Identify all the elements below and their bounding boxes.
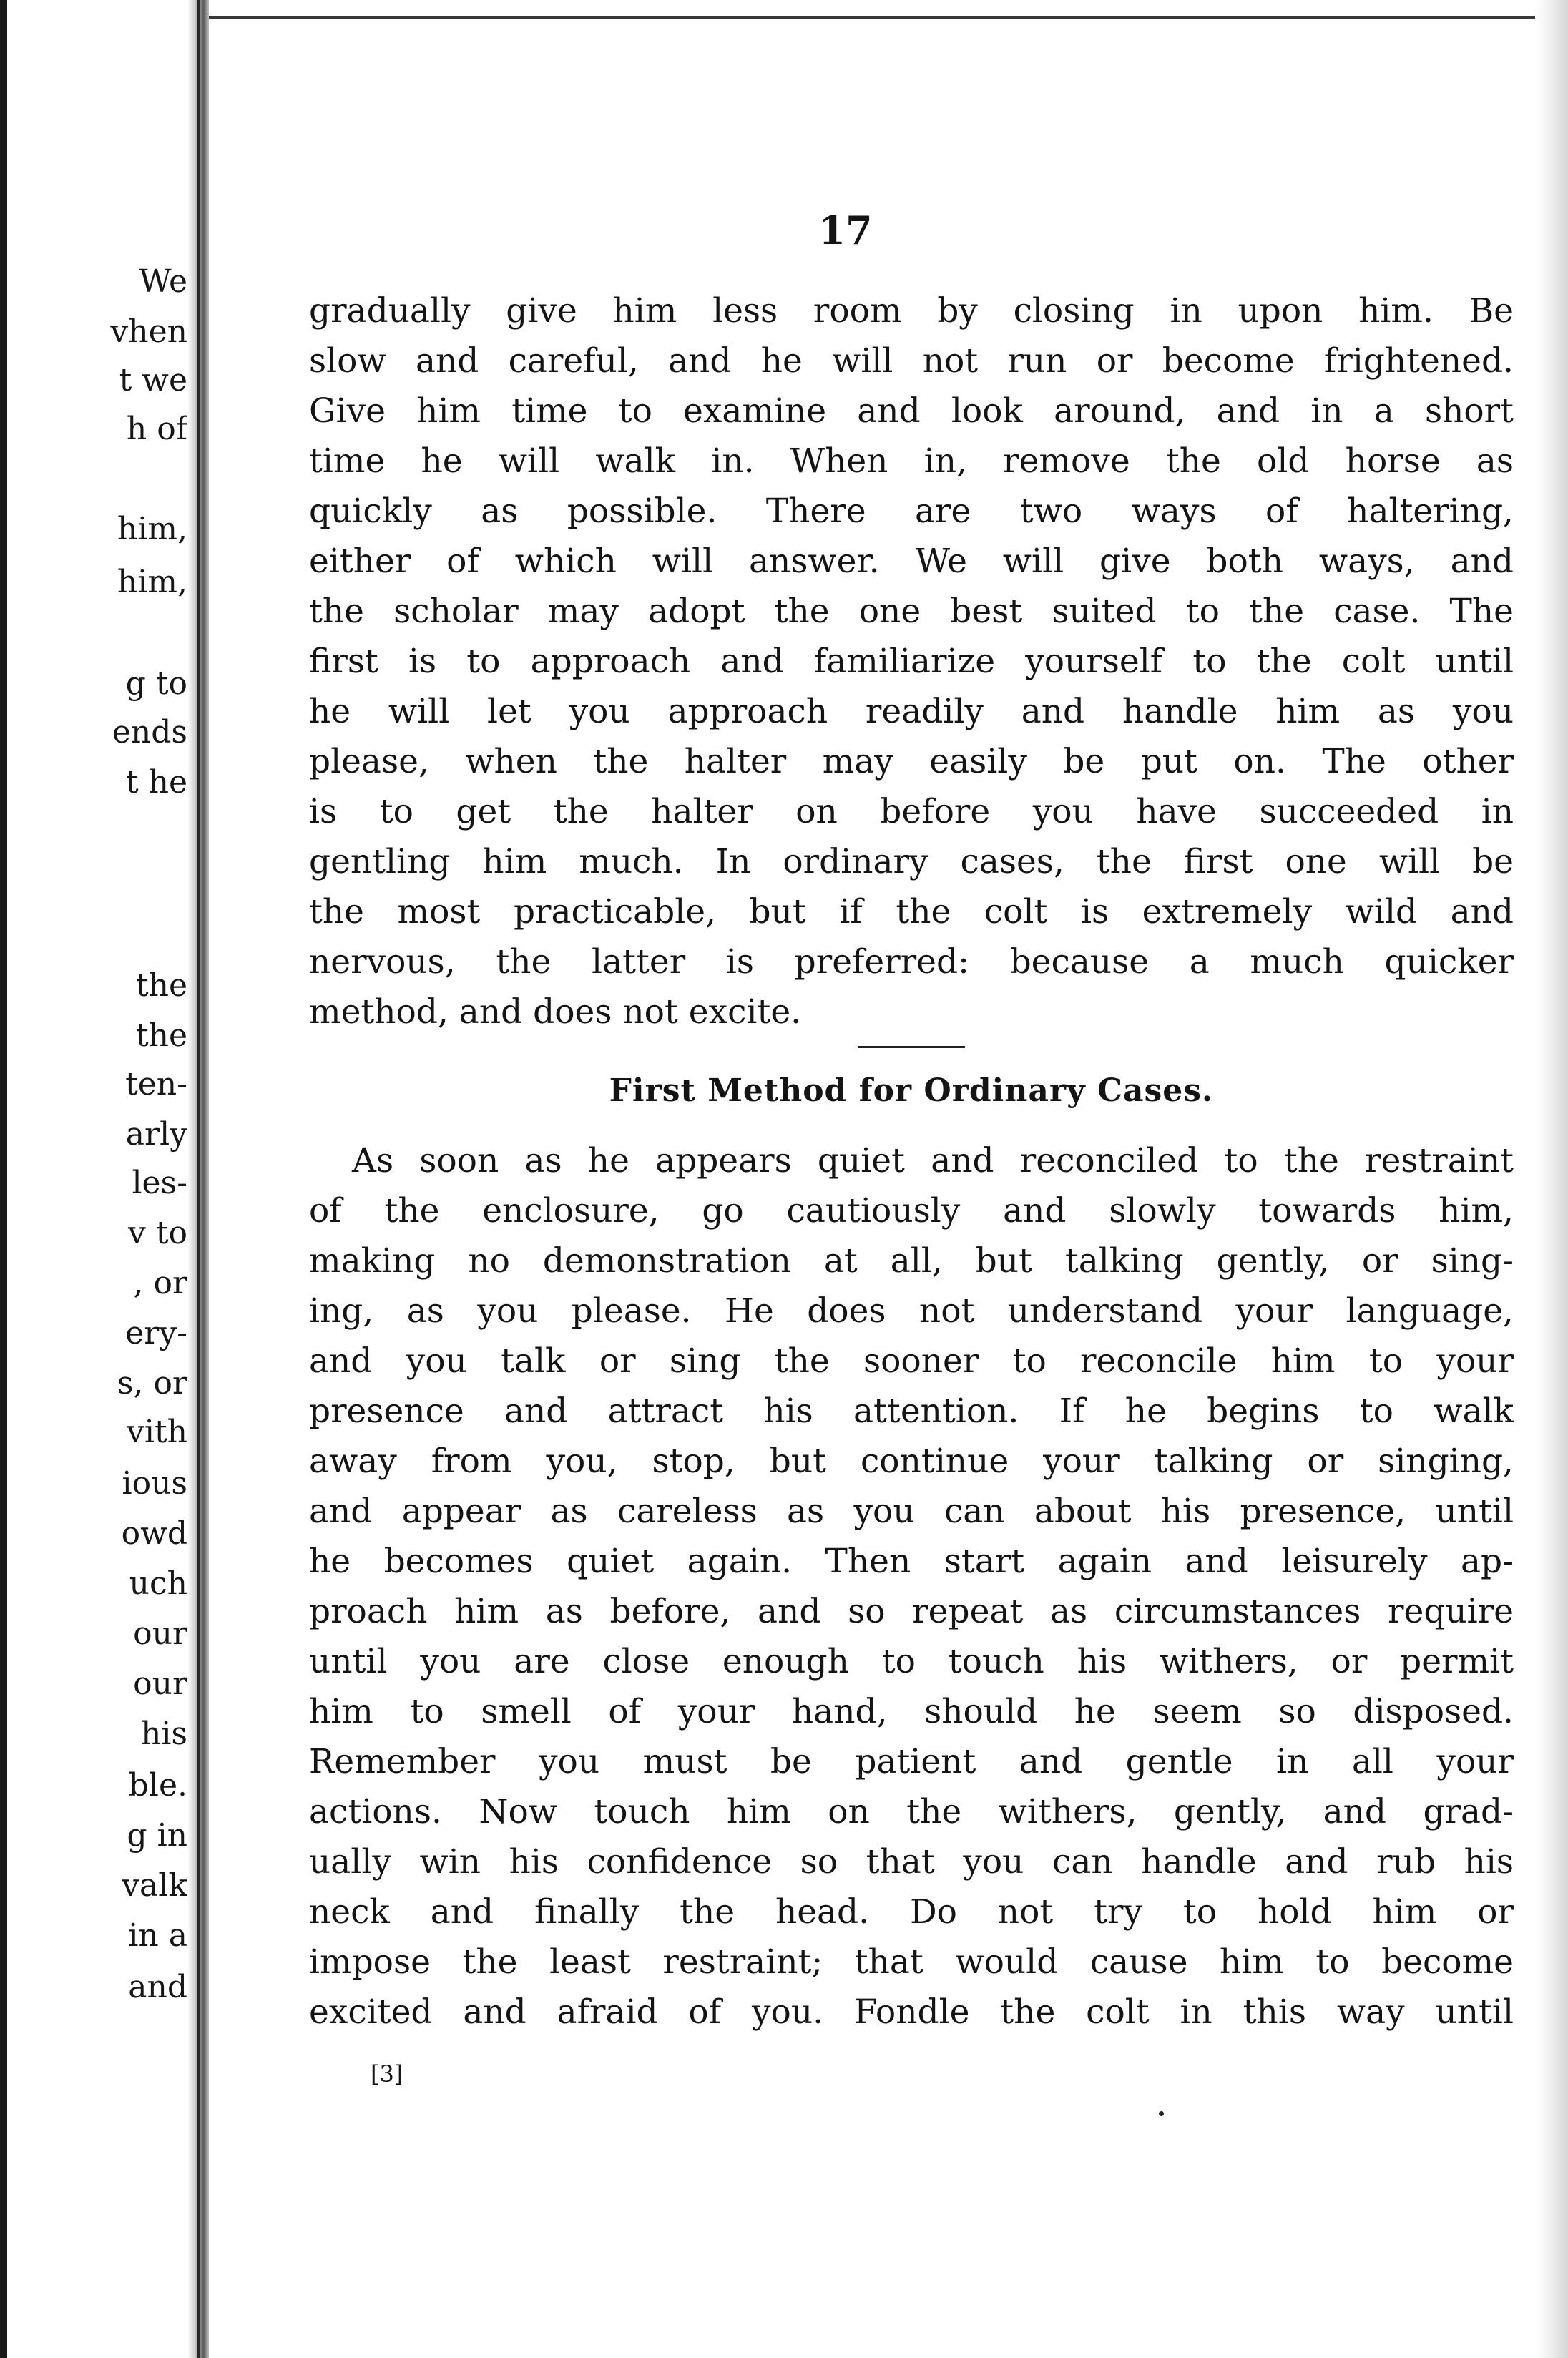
ink-speck bbox=[1159, 2111, 1164, 2116]
text-line: the most practicable, but if the colt is extremely wild and bbox=[309, 892, 1514, 931]
prev-text-fragment: g in bbox=[127, 1817, 187, 1854]
prev-text-fragment: his bbox=[141, 1716, 187, 1752]
text-line: he becomes quiet again. Then start again and leisurely ap- bbox=[309, 1542, 1514, 1581]
text-line: neck and finally the head. Do not try to hold him or bbox=[309, 1892, 1514, 1932]
text-line: until you are close enough to touch his withers, or permit bbox=[309, 1642, 1514, 1681]
paragraph-2 bbox=[309, 1136, 1514, 2037]
text-line: method, and does not excite. bbox=[309, 992, 802, 1032]
prev-text-fragment: owd bbox=[121, 1515, 187, 1552]
previous-page-fragment bbox=[7, 0, 195, 2358]
prev-text-fragment: him, bbox=[117, 511, 187, 547]
prev-text-fragment: in a bbox=[128, 1917, 187, 1954]
text-line: either of which will answer. We will give both ways, and bbox=[309, 542, 1514, 581]
page-number: 17 bbox=[818, 207, 873, 253]
prev-text-fragment: h of bbox=[126, 411, 187, 447]
prev-text-fragment: arly bbox=[125, 1116, 187, 1153]
prev-text-fragment: ery- bbox=[125, 1315, 187, 1351]
prev-text-fragment: vhen bbox=[110, 313, 187, 350]
prev-text-fragment: uch bbox=[129, 1565, 187, 1602]
text-line: and you talk or sing the sooner to reconcile him to your bbox=[309, 1341, 1514, 1381]
text-line: please, when the halter may easily be put on. The other bbox=[309, 742, 1514, 781]
text-line: Give him time to examine and look around, and in a short bbox=[309, 391, 1514, 431]
text-line: ing, as you please. He does not understand your language, bbox=[309, 1291, 1514, 1331]
gutter-line bbox=[197, 0, 200, 2358]
section-heading: First Method for Ordinary Cases. bbox=[609, 1072, 1214, 1109]
prev-text-fragment: les- bbox=[132, 1165, 187, 1201]
prev-text-fragment: t he bbox=[125, 764, 187, 801]
text-line: excited and afraid of you. Fondle the colt in this way until bbox=[309, 1992, 1514, 2032]
prev-text-fragment: ten- bbox=[125, 1066, 187, 1102]
prev-text-fragment: , or bbox=[133, 1265, 187, 1301]
text-line: he will let you approach readily and handle him as you bbox=[309, 692, 1514, 731]
prev-text-fragment: s, or bbox=[117, 1365, 187, 1401]
prev-text-fragment: We bbox=[139, 263, 187, 300]
text-line: is to get the halter on before you have succeeded in bbox=[309, 792, 1514, 831]
text-line: quickly as possible. There are two ways of haltering, bbox=[309, 491, 1514, 531]
text-line: Remember you must be patient and gentle in all your bbox=[309, 1742, 1514, 1781]
prev-text-fragment: and bbox=[128, 1969, 187, 2005]
text-line: of the enclosure, go cautiously and slowly towards him, bbox=[309, 1191, 1514, 1231]
text-line: first is to approach and familiarize yourself to the colt until bbox=[309, 642, 1514, 681]
prev-text-fragment: the bbox=[135, 1017, 187, 1054]
text-line: As soon as he appears quiet and reconciled to the restraint bbox=[352, 1141, 1514, 1180]
prev-text-fragment: ble. bbox=[128, 1767, 187, 1804]
text-line: time he will walk in. When in, remove the old horse as bbox=[309, 441, 1514, 481]
text-line: him to smell of your hand, should he seem so disposed. bbox=[309, 1692, 1514, 1731]
text-line: gentling him much. In ordinary cases, the first one will be bbox=[309, 842, 1514, 881]
prev-text-fragment: our bbox=[133, 1665, 187, 1702]
text-line: and appear as careless as you can about his presence, until bbox=[309, 1492, 1514, 1531]
prev-text-fragment: valk bbox=[122, 1867, 187, 1904]
scan-border bbox=[0, 0, 7, 2358]
prev-text-fragment: ious bbox=[122, 1465, 187, 1502]
prev-text-fragment: g to bbox=[125, 665, 187, 702]
text-line: slow and careful, and he will not run or become frightened. bbox=[309, 341, 1514, 381]
section-heading-block bbox=[309, 1046, 1514, 1109]
text-line: impose the least restraint; that would cause him to become bbox=[309, 1942, 1514, 1982]
text-line: the scholar may adopt the one best suited to the case. The bbox=[309, 592, 1514, 631]
text-line: proach him as before, and so repeat as circumstances require bbox=[309, 1592, 1514, 1631]
prev-text-fragment: v to bbox=[127, 1215, 187, 1251]
prev-text-fragment: our bbox=[133, 1615, 187, 1652]
text-line: making no demonstration at all, but talking gently, or sing- bbox=[309, 1241, 1514, 1281]
text-line: presence and attract his attention. If he begins to walk bbox=[309, 1391, 1514, 1431]
section-divider bbox=[858, 1046, 965, 1048]
text-line: nervous, the latter is preferred: because a much quicker bbox=[309, 942, 1514, 982]
prev-text-fragment: t we bbox=[119, 362, 187, 398]
prev-text-fragment: the bbox=[135, 967, 187, 1004]
text-line: actions. Now touch him on the withers, gently, and grad- bbox=[309, 1792, 1514, 1831]
page bbox=[209, 0, 1568, 2358]
page-right-edge bbox=[1535, 0, 1568, 2358]
prev-text-fragment: ends bbox=[112, 714, 187, 750]
prev-text-fragment: vith bbox=[127, 1414, 187, 1450]
signature-mark: [3] bbox=[371, 2060, 403, 2088]
text-line: gradually give him less room by closing in upon him. Be bbox=[309, 291, 1514, 331]
text-line: away from you, stop, but continue your talking or singing, bbox=[309, 1442, 1514, 1481]
text-line: ually win his confidence so that you can handle and rub his bbox=[309, 1842, 1514, 1882]
top-edge-rule bbox=[209, 16, 1568, 19]
paragraph-1 bbox=[309, 286, 1514, 1037]
prev-text-fragment: him, bbox=[117, 564, 187, 600]
